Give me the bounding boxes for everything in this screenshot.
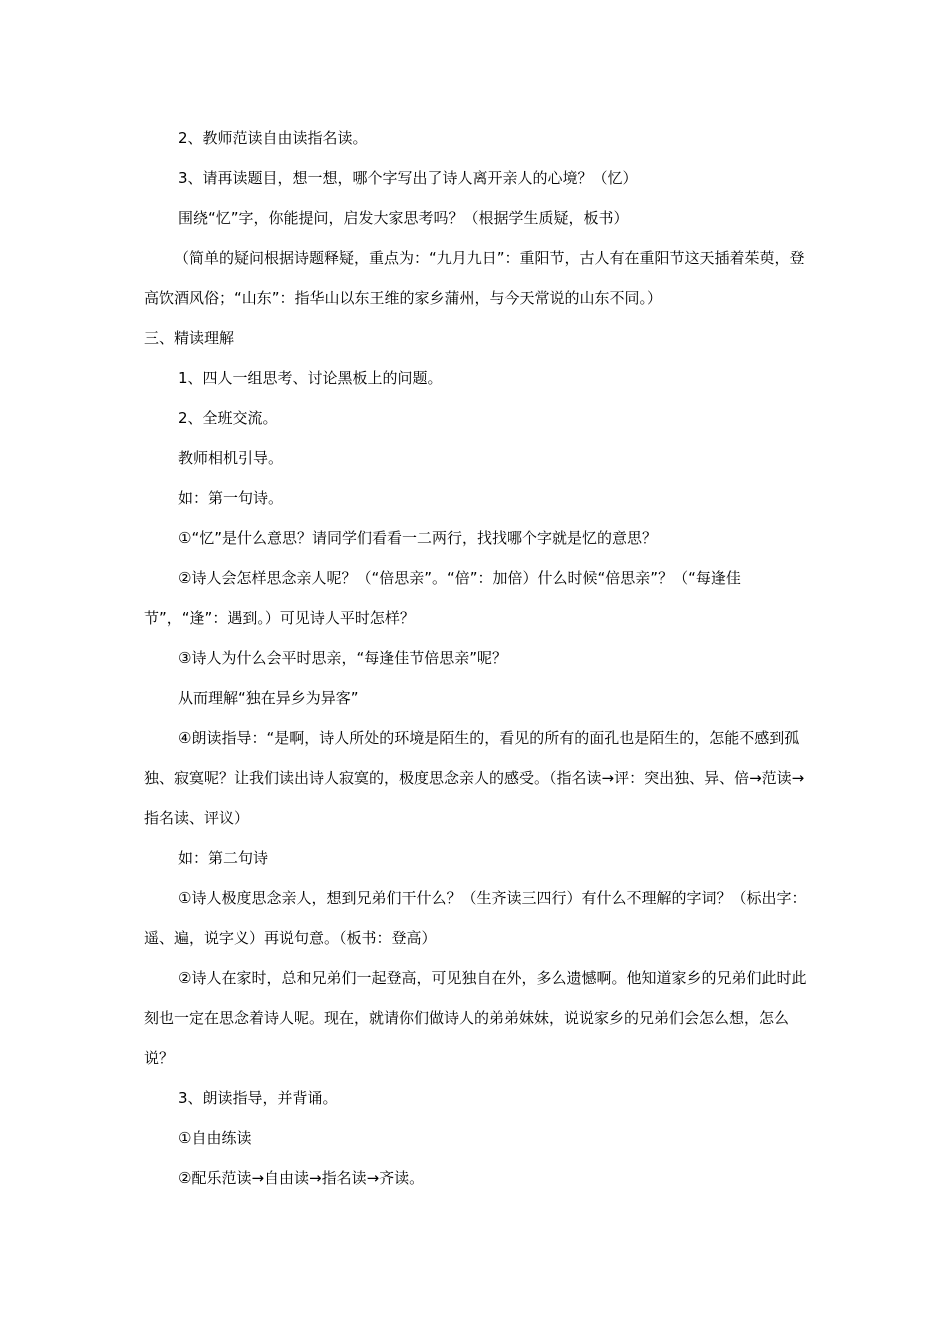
paragraph: 2、全班交流。 xyxy=(178,409,278,427)
paragraph: ②诗人在家时，总和兄弟们一起登高，可见独自在外，多么遗憾啊。他知道家乡的兄弟们此时此刻也一定在思念着诗人呢。现在，就请你们做诗人的弟弟妹妹，说说家乡的兄弟们会怎么想，怎么说？ xyxy=(144,969,807,1067)
paragraph: 如：第一句诗。 xyxy=(178,489,284,507)
paragraph: ④朗读指导：“是啊，诗人所处的环境是陌生的，看见的所有的面孔也是陌生的，怎能不感到孤独、寂寞呢？让我们读出诗人寂寞的，极度思念亲人的感受。（指名读→评：突出独、异、倍→范读→指名读、评议） xyxy=(144,729,805,827)
paragraph: ③诗人为什么会平时思亲，“每逢佳节倍思亲”呢？ xyxy=(178,649,507,667)
paragraph: （简单的疑问根据诗题释疑，重点为：“九月九日”：重阳节，古人有在重阳节这天插着茱萸，登高饮酒风俗；“山东”：指华山以东王维的家乡蒲州，与今天常说的山东不同。） xyxy=(144,249,805,307)
paragraph: 围绕“忆”字，你能提问，启发大家思考吗？（根据学生质疑，板书） xyxy=(178,209,629,227)
paragraph: ②配乐范读→自由读→指名读→齐读。 xyxy=(178,1169,425,1187)
paragraph: 如：第二句诗 xyxy=(178,849,269,867)
document-body xyxy=(144,118,816,1198)
paragraph: ①“忆”是什么意思？请同学们看看一二两行，找找哪个字就是忆的意思？ xyxy=(178,529,657,547)
paragraph: 2、教师范读自由读指名读。 xyxy=(178,129,368,147)
paragraph: 1、四人一组思考、讨论黑板上的问题。 xyxy=(178,369,443,387)
paragraph: ①诗人极度思念亲人，想到兄弟们干什么？（生齐读三四行）有什么不理解的字词？（标出字：遥、遍，说字义）再说句意。（板书：登高） xyxy=(144,889,807,947)
section-heading: 三、精读理解 xyxy=(144,329,235,347)
paragraph: 教师相机引导。 xyxy=(178,449,284,467)
paragraph: ②诗人会怎样思念亲人呢？（“倍思亲”。“倍”：加倍）什么时候“倍思亲”？（“每逢佳节”，“逢”：遇到。）可见诗人平时怎样？ xyxy=(144,569,741,627)
paragraph: 3、请再读题目，想一想，哪个字写出了诗人离开亲人的心境？（忆） xyxy=(178,169,638,187)
paragraph: ①自由练读 xyxy=(178,1129,252,1147)
paragraph: 3、朗读指导，并背诵。 xyxy=(178,1089,338,1107)
paragraph: 从而理解“独在异乡为异客” xyxy=(178,689,359,707)
